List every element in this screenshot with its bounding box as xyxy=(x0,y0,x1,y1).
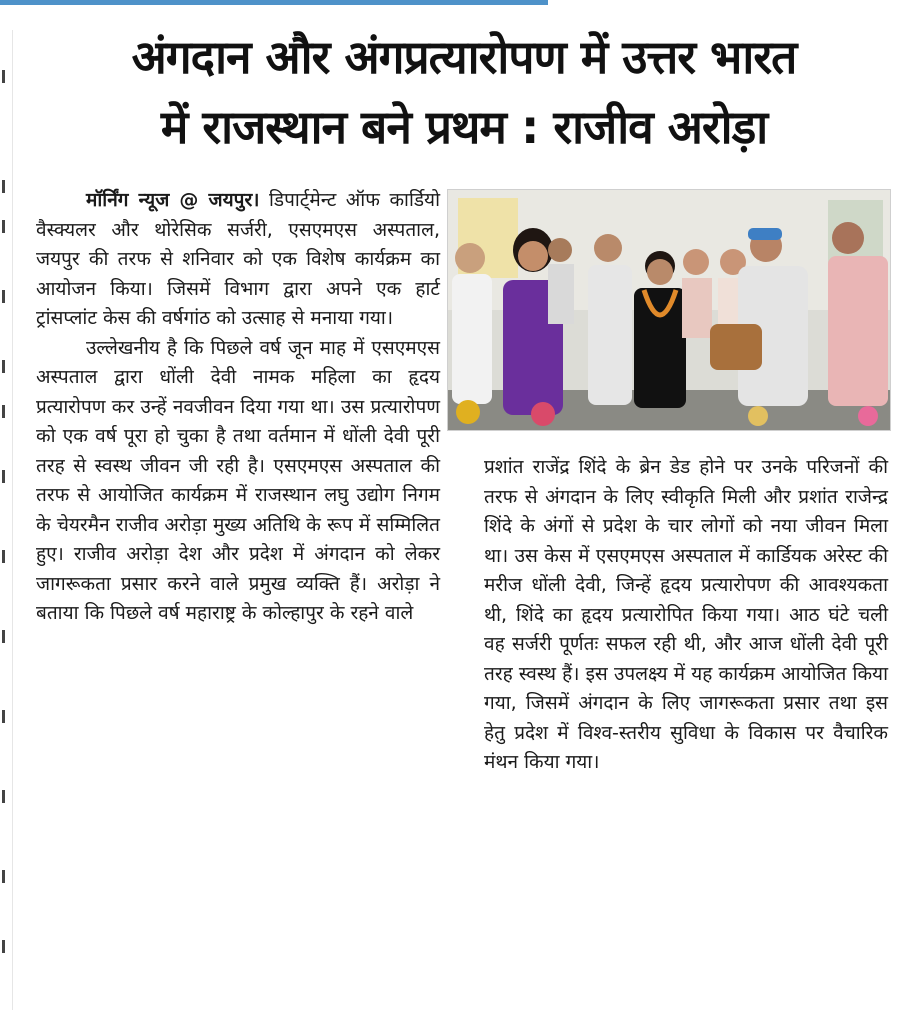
article-headline xyxy=(30,22,898,162)
article-column-right xyxy=(484,453,888,778)
headline-line-1: अंगदान और अंगप्रत्यारोपण में उत्तर भारत xyxy=(131,30,797,84)
adjacent-column-edge xyxy=(0,30,13,1010)
article-paragraph-3: प्रशांत राजेंद्र शिंदे के ब्रेन डेड होने पर उनके परिजनों की तरफ से अंगदान के लिए स्वीकृति मिली और प्रशांत राजेन्द्र शिंदे के अंगों से प्रदेश के चार लोगों को नया जीवन मिला था। उस केस में एसएमएस अस्पताल में कार्डियक अरेस्ट की मरीज धोंली देवी, जिन्हें हृदय प्रत्यारोपण की आवश्यकता थी, शिंदे का हृदय प्रत्यारोपित किया गया। आठ घंटे चली वह सर्जरी पूर्णतः सफल रही थी, और आज धोंली देवी पूरी तरह स्वस्थ हैं। इस उपलक्ष्य में यह कार्यक्रम आयोजित किया गया, जिसमें अंगदान के लिए जागरूकता प्रसार तथा इस हेतु प्रदेश में विश्व-स्तरीय सुविधा के विकास पर वैचारिक मंथन किया गया। xyxy=(484,456,888,773)
dateline: मॉर्निंग न्यूज @ जयपुर। xyxy=(86,189,260,211)
paragraph-1-text: डिपार्ट्मेन्ट ऑफ कार्डियो वैस्क्यलर और थोरेसिक सर्जरी, एसएमएस अस्पताल, जयपुर की तरफ से शनिवार को एक विशेष कार्यक्रम का आयोजन किया। जिसमें विभाग द्वारा अपने एक हार्ट ट्रांसप्लांट केस की वर्षगांठ को उत्साह से मनाया गया। xyxy=(36,189,440,329)
headline-line-2: में राजस्थान बने प्रथम : राजीव अरोड़ा xyxy=(160,100,768,154)
top-color-rule xyxy=(0,0,548,5)
article-paragraph-1 xyxy=(36,186,440,334)
event-photo xyxy=(447,189,891,431)
article-paragraph-2: उल्लेखनीय है कि पिछले वर्ष जून माह में एसएमएस अस्पताल द्वारा धोंली देवी नामक महिला का हृदय प्रत्यारोपण कर उन्हें नवजीवन दिया गया था। उस प्रत्यारोपण को एक वर्ष पूरा हो चुका है तथा वर्तमान में धोंली देवी पूरी तरह से स्वस्थ जीवन जी रही है। एसएमएस अस्पताल की तरफ से आयोजित कार्यक्रम में राजस्थान लघु उद्योग निगम के चेयरमैन राजीव अरोड़ा मुख्य अतिथि के रूप में सम्मिलित हुए। राजीव अरोड़ा देश और प्रदेश में अंगदान को लेकर जागरूकता प्रसार करने वाले प्रमुख व्यक्ति हैं। अरोड़ा ने बताया कि पिछले वर्ष महाराष्ट्र के कोल्हापुर के रहने वाले xyxy=(36,336,440,624)
article-column-left xyxy=(36,186,440,629)
